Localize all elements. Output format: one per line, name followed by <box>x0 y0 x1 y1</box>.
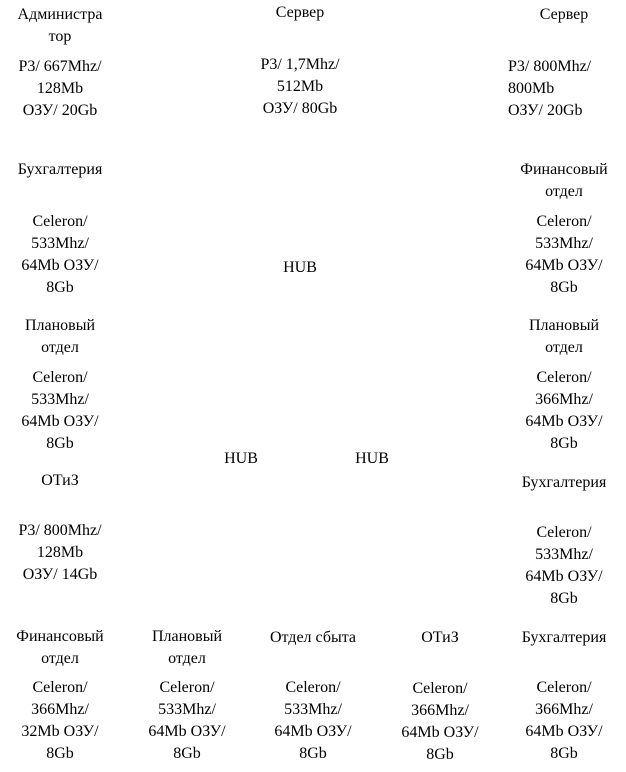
buh-left-name: Бухгалтерия <box>17 161 103 178</box>
bottom-5-name: Бухгалтерия <box>521 629 607 646</box>
plan-right-name: Плановый отдел <box>528 317 600 356</box>
hub-right: HUB <box>355 450 389 467</box>
bottom-2-spec: Celeron/ 533Mhz/ 64Mb ОЗУ/ 8Gb <box>148 679 226 762</box>
bottom-1-name: Финансовый отдел <box>16 628 104 667</box>
otiz-left-name: ОТиЗ <box>41 472 79 489</box>
bottom-5-spec: Celeron/ 366Mhz/ 64Mb ОЗУ/ 8Gb <box>525 679 603 762</box>
bottom-3-name: Отдел сбыта <box>269 629 357 646</box>
hub-center: HUB <box>283 259 317 276</box>
buh-right-spec: Celeron/ 533Mhz/ 64Mb ОЗУ/ 8Gb <box>525 524 603 607</box>
server-top-spec: P3/ 1,7Mhz/ 512Mb ОЗУ/ 80Gb <box>260 56 340 117</box>
bottom-2-name: Плановый отдел <box>151 628 223 667</box>
plan-right-spec: Celeron/ 366Mhz/ 64Mb ОЗУ/ 8Gb <box>525 369 603 452</box>
fin-right-spec: Celeron/ 533Mhz/ 64Mb ОЗУ/ 8Gb <box>525 213 603 296</box>
plan-left-spec: Celeron/ 533Mhz/ 64Mb ОЗУ/ 8Gb <box>21 369 99 452</box>
otiz-left-spec: P3/ 800Mhz/ 128Mb ОЗУ/ 14Gb <box>18 522 102 583</box>
admin-name: Администра тор <box>17 6 103 45</box>
bottom-4-spec: Celeron/ 366Mhz/ 64Mb ОЗУ/ 8Gb <box>401 680 479 763</box>
buh-right-name: Бухгалтерия <box>521 474 607 491</box>
fin-right-name: Финансовый отдел <box>520 161 608 200</box>
hub-left: HUB <box>224 450 258 467</box>
bottom-4-name: ОТиЗ <box>421 629 459 646</box>
buh-left-spec: Celeron/ 533Mhz/ 64Mb ОЗУ/ 8Gb <box>21 213 99 296</box>
bottom-3-spec: Celeron/ 533Mhz/ 64Mb ОЗУ/ 8Gb <box>274 679 352 762</box>
server-right-name: Сервер <box>539 6 589 23</box>
server-right-spec: P3/ 800Mhz/ 800Mb ОЗУ/ 20Gb <box>508 58 592 119</box>
server-top-name: Сервер <box>275 4 325 21</box>
admin-spec: P3/ 667Mhz/ 128Mb ОЗУ/ 20Gb <box>18 58 102 119</box>
bottom-1-spec: Celeron/ 366Mhz/ 32Mb ОЗУ/ 8Gb <box>21 679 99 762</box>
plan-left-name: Плановый отдел <box>24 317 96 356</box>
